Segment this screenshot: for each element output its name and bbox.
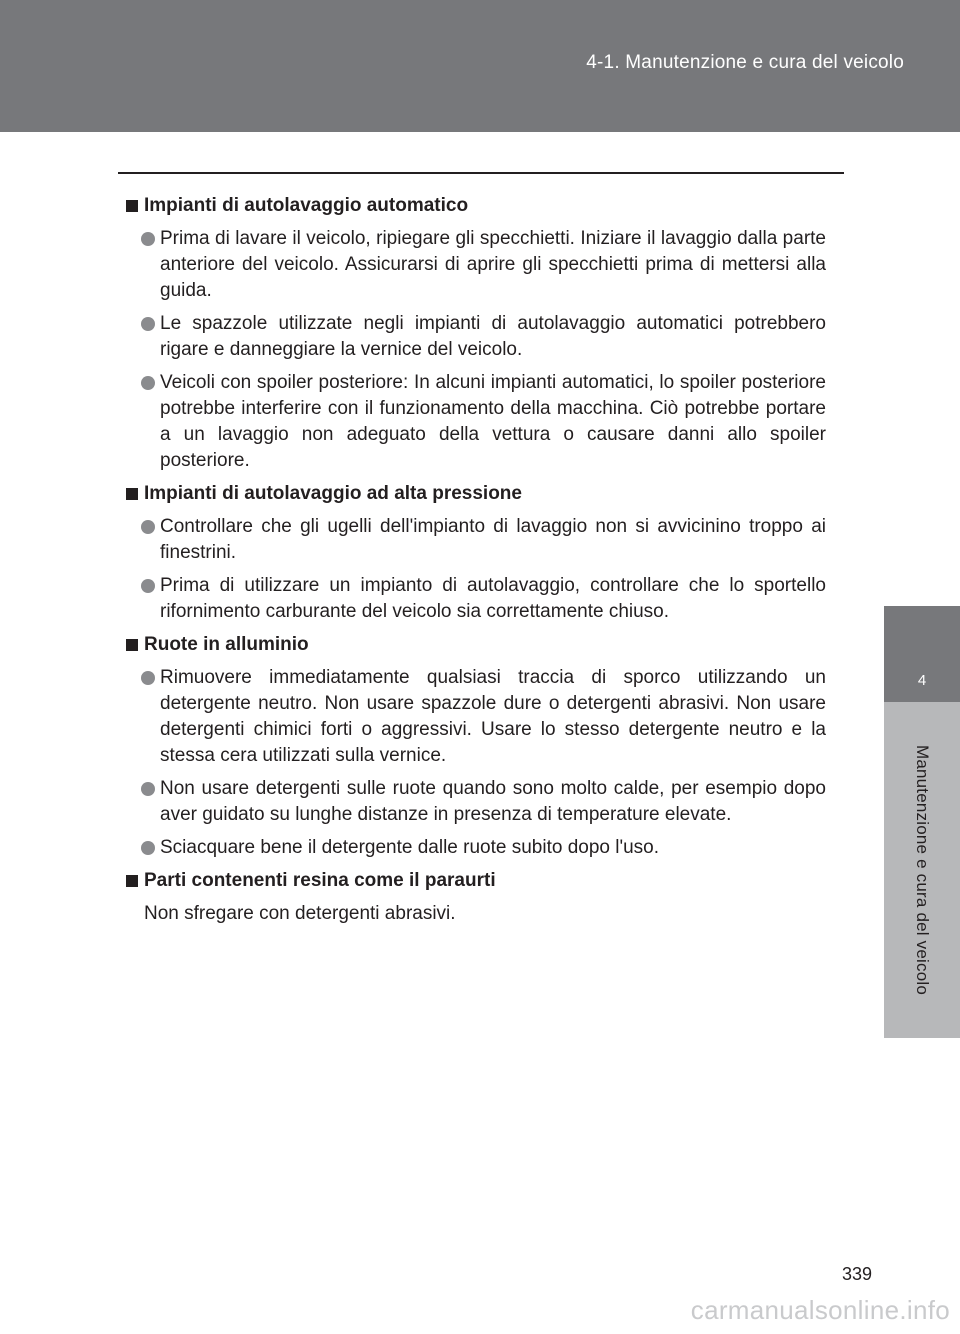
list-item: Prima di lavare il veicolo, ripiegare gli specchietti. Iniziare il lavaggio dalla parte anteriore del veicolo. Assicurarsi di aprire gli specchietti prima di mettersi alla guida.	[126, 226, 826, 304]
main-content	[126, 193, 826, 934]
square-bullet-icon	[126, 488, 138, 500]
header-band	[0, 0, 960, 132]
section-heading: Parti contenenti resina come il paraurti	[126, 868, 826, 894]
section-heading: Impianti di autolavaggio ad alta pressione	[126, 481, 826, 507]
square-bullet-icon	[126, 875, 138, 887]
square-bullet-icon	[126, 200, 138, 212]
section-heading: Ruote in alluminio	[126, 632, 826, 658]
watermark: carmanualsonline.info	[690, 1295, 950, 1325]
chapter-label: Manutenzione e cura del veicolo	[913, 744, 932, 996]
list-item: Rimuovere immediatamente qualsiasi traccia di sporco utilizzando un detergente neutro. Non usare spazzole dure o detergenti abrasivi. Non usare detergenti chimici forti o aggressivi. Usare lo stesso detergente neutro e la stessa cera utilizzati sulla vernice.	[126, 665, 826, 769]
top-rule	[118, 172, 844, 174]
round-bullet-icon	[141, 520, 155, 534]
round-bullet-icon	[141, 841, 155, 855]
chapter-side-band	[884, 702, 960, 1038]
page-number: 339	[841, 1264, 872, 1284]
list-item: Sciacquare bene il detergente dalle ruote subito dopo l'uso.	[126, 835, 826, 861]
round-bullet-icon	[141, 232, 155, 246]
list-item: Prima di utilizzare un impianto di autolavaggio, controllare che lo sportello rifornimento carburante del veicolo sia correttamente chiuso.	[126, 573, 826, 625]
list-item: Le spazzole utilizzate negli impianti di autolavaggio automatici potrebbero rigare e danneggiare la vernice del veicolo.	[126, 311, 826, 363]
round-bullet-icon	[141, 317, 155, 331]
round-bullet-icon	[141, 579, 155, 593]
list-item: Non usare detergenti sulle ruote quando sono molto calde, per esempio dopo aver guidato su lunghe distanze in presenza di temperature elevate.	[126, 776, 826, 828]
list-item: Controllare che gli ugelli dell'impianto di lavaggio non si avvicinino troppo ai finestrini.	[126, 514, 826, 566]
round-bullet-icon	[141, 782, 155, 796]
chapter-number: 4	[917, 672, 927, 689]
round-bullet-icon	[141, 376, 155, 390]
section-title: 4-1. Manutenzione e cura del veicolo	[586, 52, 904, 73]
square-bullet-icon	[126, 639, 138, 651]
round-bullet-icon	[141, 671, 155, 685]
chapter-tab	[884, 606, 960, 702]
section-paragraph: Non sfregare con detergenti abrasivi.	[144, 903, 456, 924]
section-heading: Impianti di autolavaggio automatico	[126, 193, 826, 219]
list-item: Veicoli con spoiler posteriore: In alcuni impianti automatici, lo spoiler posteriore potrebbe interferire con il funzionamento della macchina. Ciò potrebbe portare a un lavaggio non adeguato della vettura o causare danni allo spoiler posteriore.	[126, 370, 826, 474]
